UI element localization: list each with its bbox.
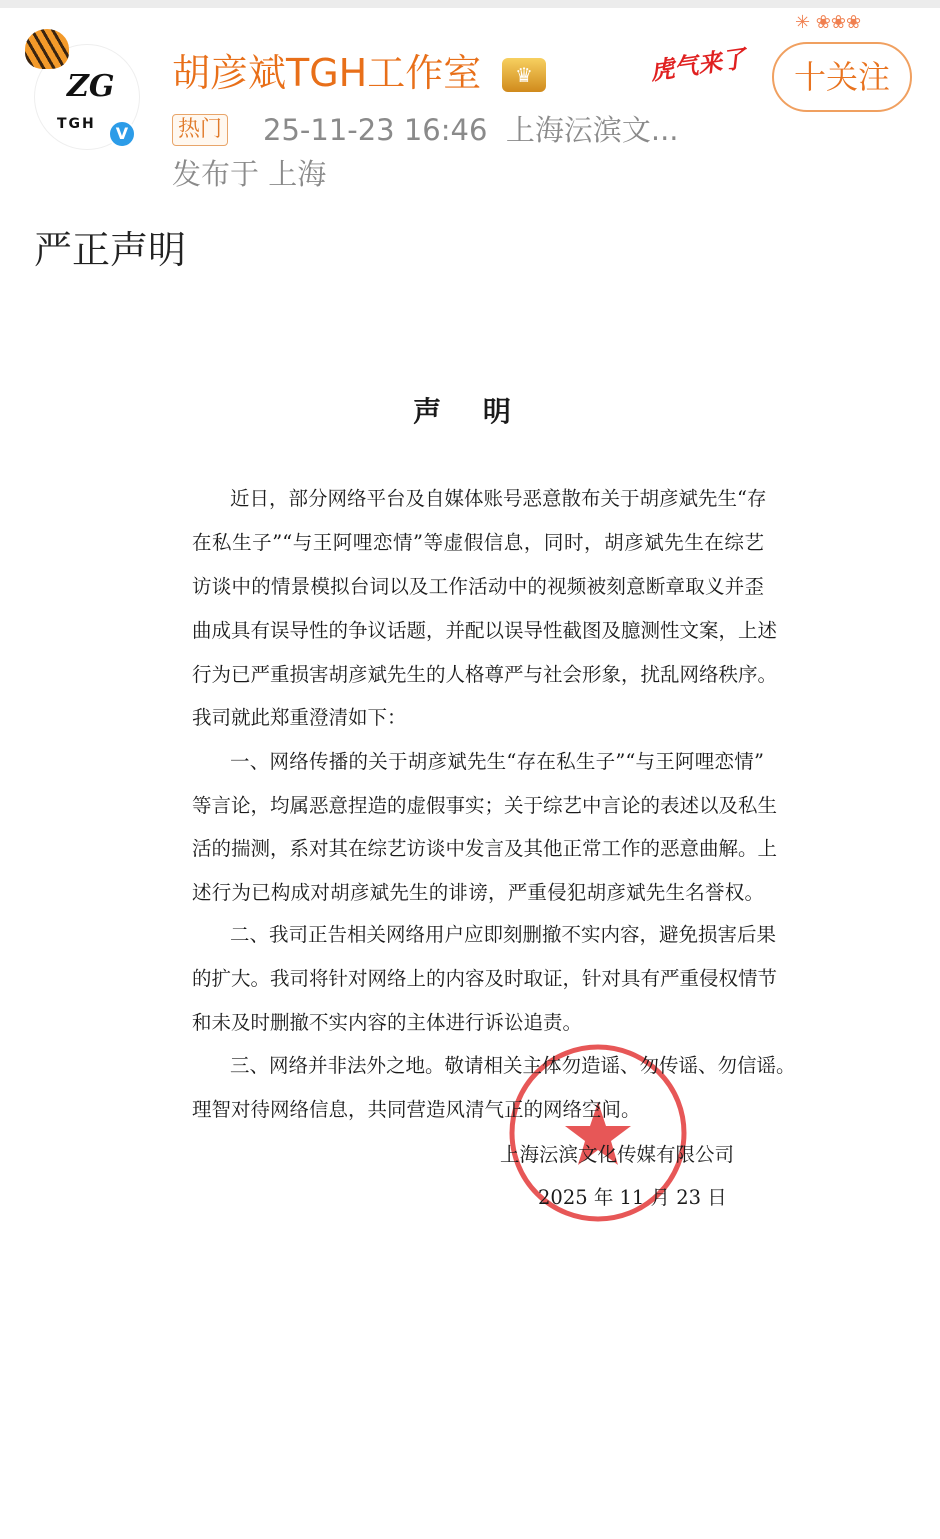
document-line: 的扩大。我司将针对网络上的内容及时取证，针对具有严重侵权情节 [192, 967, 778, 990]
document-heading: 声 明 [413, 395, 527, 428]
avatar-text: TGH [57, 116, 96, 132]
signature-company: 上海沄滨文化传媒有限公司 [500, 1143, 735, 1166]
document-line: 述行为已构成对胡彦斌先生的诽谤，严重侵犯胡彦斌先生名誉权。 [192, 881, 764, 904]
document-line: 二、我司正告相关网络用户应即刻删撤不实内容，避免损害后果 [230, 923, 777, 946]
account-name[interactable]: 胡彦斌TGH工作室 [172, 51, 482, 95]
post-meta [263, 112, 679, 148]
document-line: 行为已严重损害胡彦斌先生的人格尊严与社会形象，扰乱网络秩序。 [192, 663, 778, 686]
timestamp: 25-11-23 16:46 [263, 113, 488, 147]
document-line: 和未及时删撤不实内容的主体进行诉讼追责。 [192, 1011, 583, 1034]
verified-icon: V [108, 120, 136, 148]
document-line: 理智对待网络信息，共同营造风清气正的网络空间。 [192, 1098, 641, 1121]
signature-date: 2025 年 11 月 23 日 [538, 1186, 727, 1209]
location: 发布于 上海 [172, 157, 327, 191]
post-title: 严正声明 [34, 228, 187, 272]
status-bar [0, 0, 940, 8]
document-line: 访谈中的情景模拟台词以及工作活动中的视频被刻意断章取义并歪 [192, 575, 764, 598]
hot-badge: 热门 [172, 114, 228, 146]
document-line: 活的揣测，系对其在综艺访谈中发言及其他正常工作的恶意曲解。上 [192, 837, 778, 860]
document-line: 等言论，均属恶意捏造的虚假事实；关于综艺中言论的表述以及私生 [192, 794, 778, 817]
document-line: 近日，部分网络平台及自媒体账号恶意散布关于胡彦斌先生“存 [230, 487, 767, 510]
document-line: 在私生子”“与王阿哩恋情”等虚假信息，同时，胡彦斌先生在综艺 [192, 531, 764, 554]
source[interactable]: 上海沄滨文... [505, 113, 679, 147]
document-line: 我司就此郑重澄清如下： [192, 706, 407, 729]
document-line: 曲成具有误导性的争议话题，并配以误导性截图及臆测性文案，上述 [192, 619, 778, 642]
paw-decoration-icon: ✳ ❀❀❀ [795, 12, 862, 33]
crown-badge-icon[interactable]: ♛ [502, 58, 546, 92]
document-line: 一、网络传播的关于胡彦斌先生“存在私生子”“与王阿哩恋情” [230, 750, 764, 773]
follow-button[interactable]: 十关注 [772, 42, 912, 112]
document-line: 三、网络并非法外之地。敬请相关主体勿造谣、勿传谣、勿信谣。 [230, 1054, 796, 1077]
avatar-logo: ZG [67, 69, 115, 104]
tiger-decoration-icon [25, 29, 69, 69]
sticker-text: 虎气来了 [648, 44, 748, 86]
